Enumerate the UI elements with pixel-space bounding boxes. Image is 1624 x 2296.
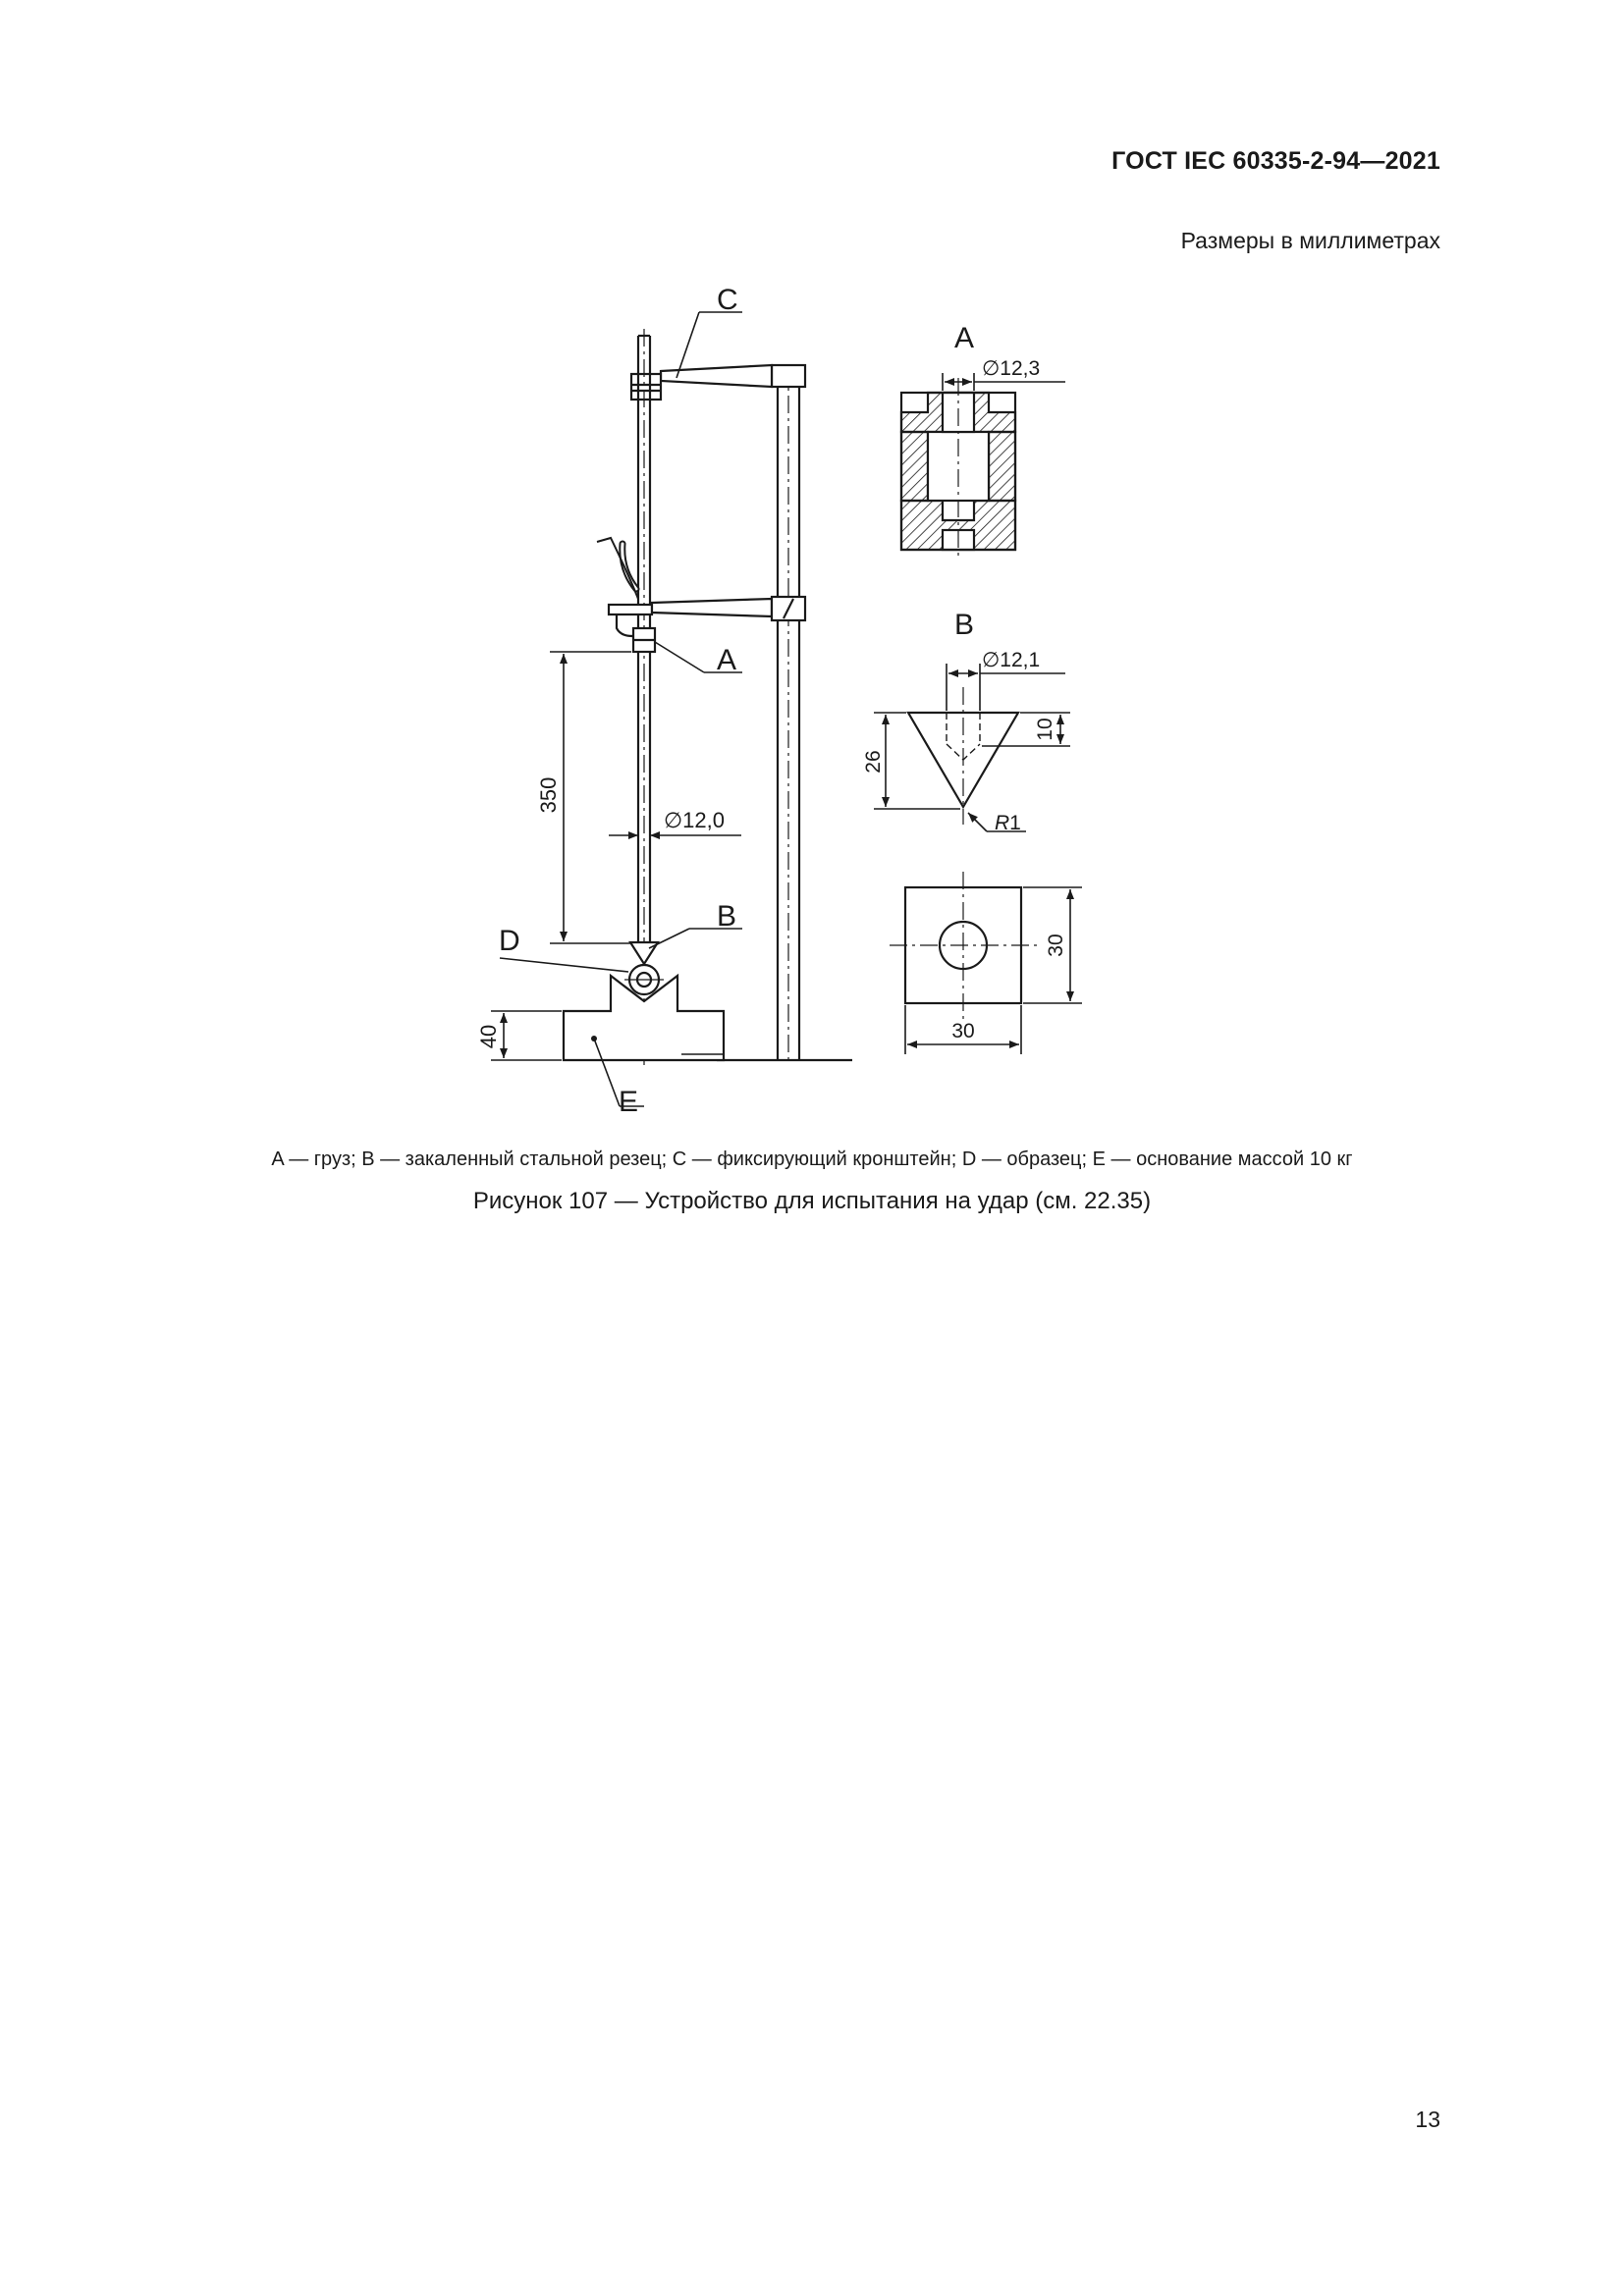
figure-legend: A — груз; B — закаленный стальной резец; C — фиксирующий кронштейн; D — образец; E — основание массой 10 кг	[271, 1148, 1353, 1170]
radius-value: 1	[1009, 812, 1021, 834]
label-c: C	[717, 284, 738, 316]
dim-square-width: 30	[951, 1020, 975, 1042]
detail-title-b: B	[954, 609, 975, 641]
page-number: 13	[1415, 2107, 1440, 2132]
dim-cutter-diameter: ∅12,1	[982, 649, 1041, 671]
detail-title-a: A	[954, 322, 975, 354]
dim-rod-diameter: ∅12,0	[664, 808, 725, 832]
label-a: A	[717, 644, 737, 676]
units-note: Размеры в миллиметрах	[1180, 228, 1440, 253]
figure-caption: Рисунок 107 — Устройство для испытания на удар (см. 22.35)	[472, 1188, 1152, 1214]
dim-base-40: 40	[476, 1024, 501, 1049]
label-e: E	[619, 1086, 639, 1118]
radius-prefix: R	[995, 812, 1010, 834]
dim-radius	[995, 812, 1021, 834]
label-b: B	[717, 900, 737, 933]
impact-test-drawing	[452, 275, 1139, 1129]
dim-square-height: 30	[1045, 934, 1067, 957]
standard-header: ГОСТ IEC 60335-2-94—2021	[1111, 147, 1440, 175]
dim-weight-diameter: ∅12,3	[982, 357, 1041, 380]
dim-cutter-26: 26	[862, 750, 885, 774]
label-d: D	[499, 925, 520, 957]
dim-350: 350	[536, 776, 561, 814]
dim-cutter-10: 10	[1034, 718, 1056, 741]
